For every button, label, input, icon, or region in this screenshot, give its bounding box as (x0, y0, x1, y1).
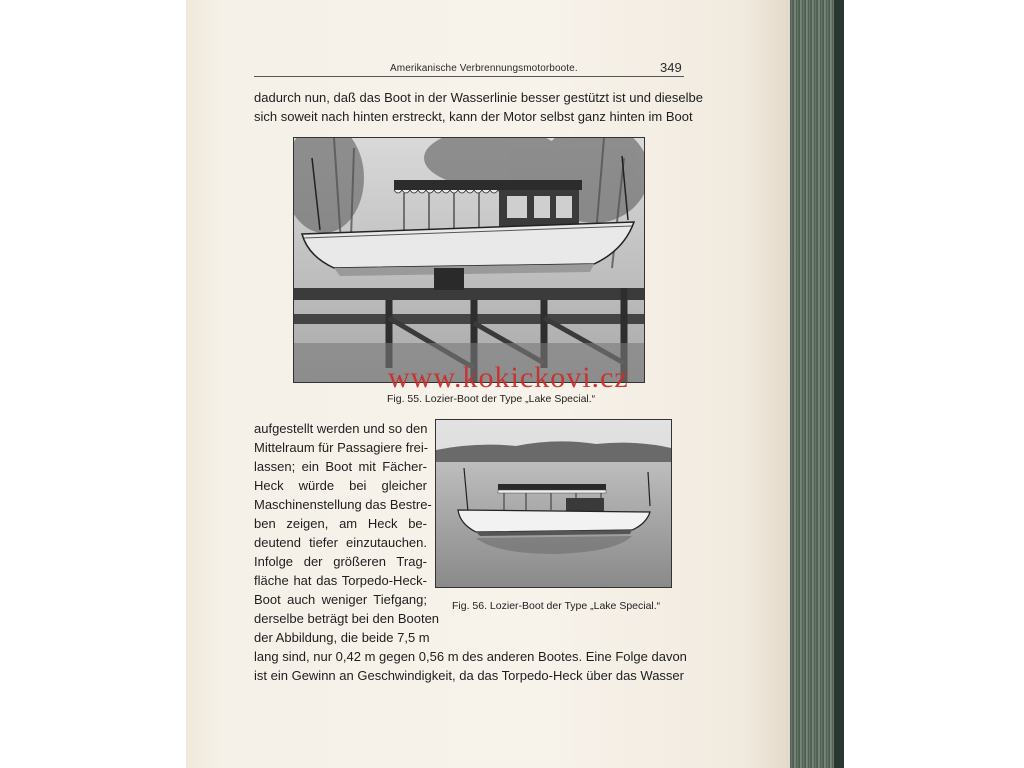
body-line: der Abbildung, die beide 7,5 m (254, 630, 430, 645)
figure-56-photo (435, 419, 672, 588)
body-line: Maschinenstellung das Bestre- (254, 497, 432, 512)
body-line: lassen; ein Boot mit Fächer- (254, 459, 427, 474)
running-title: Amerikanische Verbrennungsmotorboote. (390, 63, 578, 74)
body-line: lang sind, nur 0,42 m gegen 0,56 m des anderen Bootes. Eine Folge davon (254, 649, 687, 664)
body-line: ist ein Gewinn an Geschwindigkeit, da das Torpedo-Heck über das Wasser (254, 668, 684, 683)
body-line: Mittelraum für Passagiere frei- (254, 440, 429, 455)
figure-55-photo (293, 137, 645, 383)
book-page-edges (790, 0, 840, 768)
body-line: Infolge der größeren Trag- (254, 554, 427, 569)
body-line: fläche hat das Torpedo-Heck- (254, 573, 427, 588)
header-rule (254, 76, 684, 77)
body-line: deutend tiefer einzutauchen. (254, 535, 427, 550)
watermark-text: www.kokickovi.cz (388, 361, 629, 394)
book-spine-shadow (834, 0, 844, 768)
body-line: dadurch nun, daß das Boot in der Wasserlinie besser gestützt ist und dieselbe (254, 90, 703, 105)
body-line: derselbe beträgt bei den Booten (254, 611, 440, 626)
body-line: sich soweit nach hinten erstreckt, kann der Motor selbst ganz hinten im Boot (254, 109, 693, 124)
body-line: Heck würde bei gleicher (254, 478, 427, 493)
body-line: ben zeigen, am Heck be- (254, 516, 427, 531)
page-number: 349 (660, 60, 682, 75)
body-line: aufgestellt werden und so den (254, 421, 428, 436)
figure-56-caption: Fig. 56. Lozier-Boot der Type „Lake Special.“ (452, 600, 661, 612)
figure-55-caption: Fig. 55. Lozier-Boot der Type „Lake Special.“ (387, 393, 596, 405)
body-line: Boot auch weniger Tiefgang; (254, 592, 427, 607)
